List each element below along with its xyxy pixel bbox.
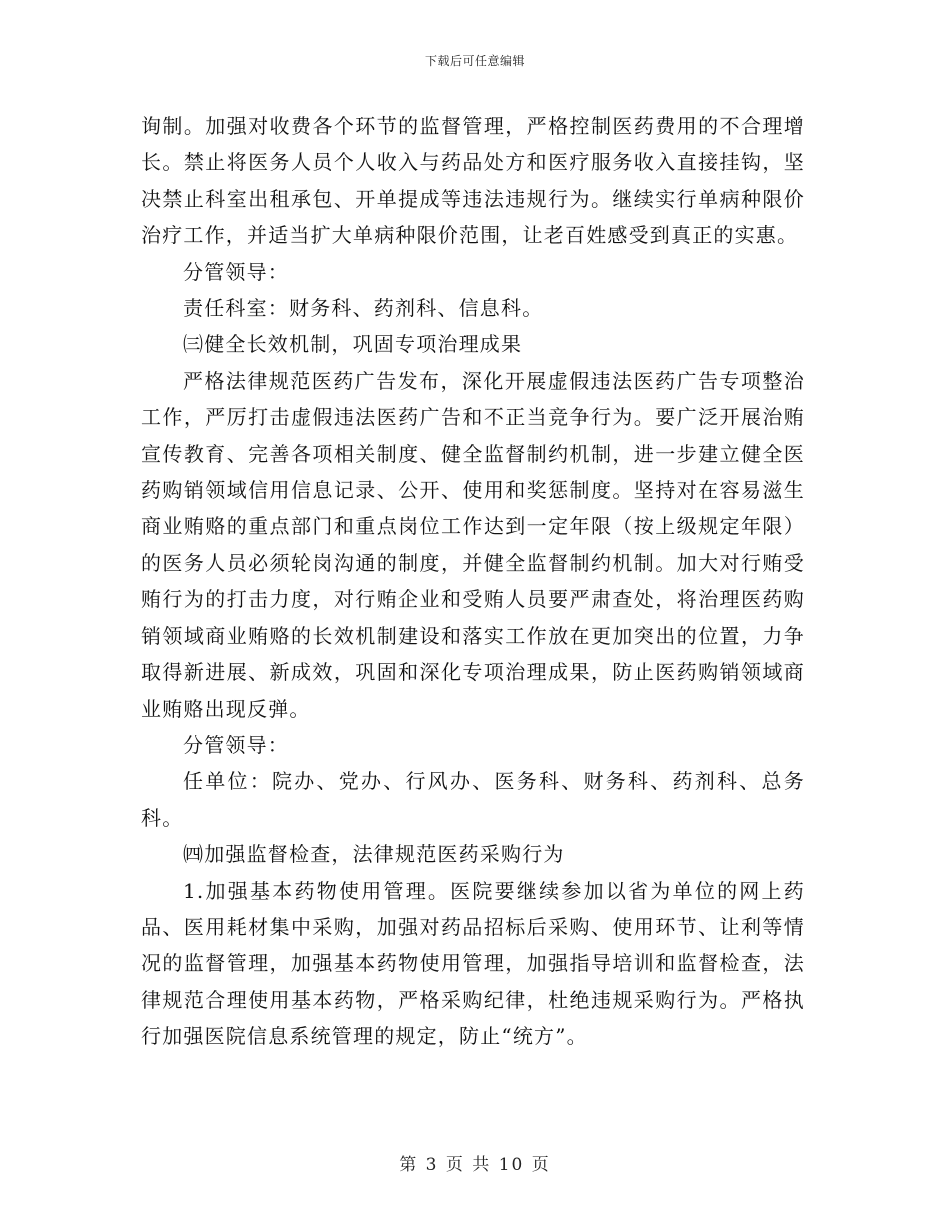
paragraph-responsible-units: 任单位：院办、党办、行风办、医务科、财务科、药剂科、总务科。 (141, 769, 805, 830)
paragraph-responsible-dept: 责任科室：财务科、药剂科、信息科。 (183, 296, 544, 321)
paragraph-continuation: 询制。加强对收费各个环节的监督管理，严格控制医药费用的不合理增长。禁止将医务人员个人收入与药品处方和医疗服务收入直接挂钩，坚决禁止科室出租承包、开单提成等违法违规行为。继续实行单病种限价治疗工作，并适当扩大单病种限价范围，让老百姓感受到真正的实惠。 (141, 114, 805, 248)
page-footer: 第 3 页 共 10 页 (399, 1155, 551, 1175)
paragraph-leader-label-2: 分管领导： (183, 732, 289, 757)
section-heading-4: ㈣加强监督检查，法律规范医药采购行为 (183, 842, 565, 867)
paragraph-drug-management: 1.加强基本药物使用管理。医院要继续参加以省为单位的网上药品、医用耗材集中采购，加强对药品招标后采购、使用环节、让利等情况的监督管理，加强基本药物使用管理，加强指导培训和监督检查，法律规范合理使用基本药物，严格采购纪律，杜绝违规采购行为。严格执行加强医院信息系统管理的规定，防止“统方”。 (141, 878, 805, 1049)
section-heading-3: ㈢健全长效机制，巩固专项治理成果 (183, 332, 523, 357)
paragraph-leader-label: 分管领导： (183, 259, 289, 284)
document-body (141, 108, 805, 1055)
paragraph-long-mechanism: 严格法律规范医药广告发布，深化开展虚假违法医药广告专项整治工作，严厉打击虚假违法医药广告和不正当竞争行为。要广泛开展治贿宣传教育、完善各项相关制度、健全监督制约机制，进一步建立健全医药购销领域信用信息记录、公开、使用和奖惩制度。坚持对在容易滋生商业贿赂的重点部门和重点岗位工作达到一定年限（按上级规定年限）的医务人员必须轮岗沟通的制度，并健全监督制约机制。加大对行贿受贿行为的打击力度，对行贿企业和受贿人员要严肃查处，将治理医药购销领域商业贿赂的长效机制建设和落实工作放在更加突出的位置，力争取得新进展、新成效，巩固和深化专项治理成果，防止医药购销领域商业贿赂出现反弹。 (141, 368, 805, 721)
page-header: 下载后可任意编辑 (424, 54, 525, 68)
